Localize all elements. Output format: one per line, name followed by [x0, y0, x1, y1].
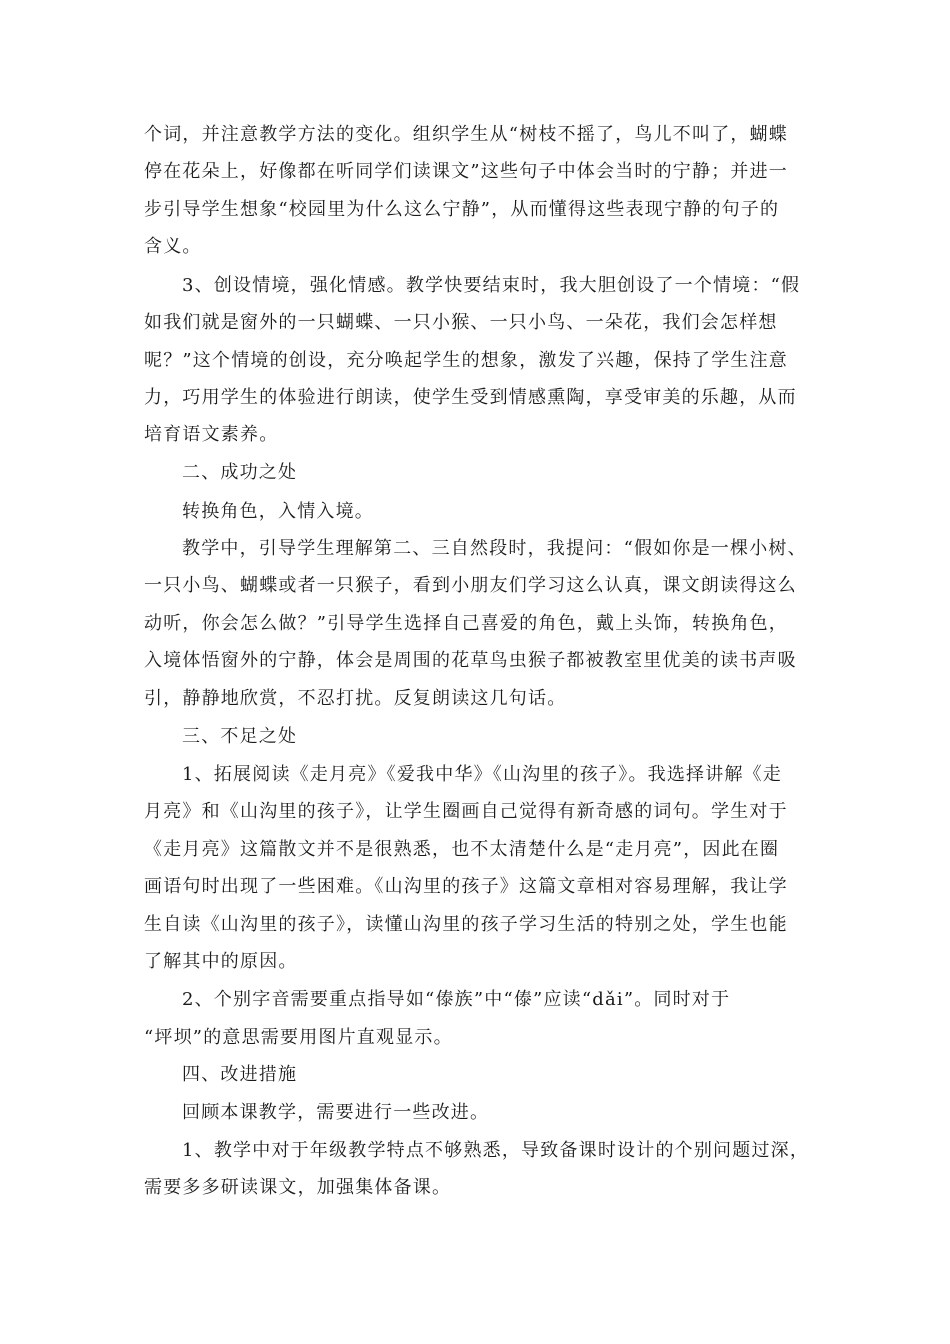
text-line: 1、拓展阅读《走月亮》《爱我中华》《山沟里的孩子》。我选择讲解《走: [182, 764, 783, 785]
text-line: 力，巧用学生的体验进行朗读，使学生受到情感熏陶，享受审美的乐趣，从而: [144, 387, 797, 408]
text-line: 月亮》和《山沟里的孩子》，让学生圈画自己觉得有新奇感的词句。学生对于: [144, 801, 788, 822]
text-line: 个词，并注意教学方法的变化。组织学生从“树枝不摇了，鸟儿不叫了，蝴蝶: [144, 124, 788, 145]
text-line: 转换角色，入情入境。: [182, 501, 374, 522]
text-line: 步引导学生想象“校园里为什么这么宁静”，从而懂得这些表现宁静的句子的: [144, 199, 780, 220]
section-heading: 三、不足之处: [182, 726, 298, 747]
text-line: 呢？”这个情境的创设，充分唤起学生的想象，激发了兴趣，保持了学生注意: [144, 350, 788, 371]
text-line: 3、创设情境，强化情感。教学快要结束时，我大胆创设了一个情境：“假: [182, 275, 801, 296]
section-heading: 四、改进措施: [182, 1064, 298, 1085]
text-line: 停在花朵上，好像都在听同学们读课文”这些句子中体会当时的宁静；并进一: [144, 161, 788, 182]
text-line: 1、教学中对于年级教学特点不够熟悉，导致备课时设计的个别问题过深，: [182, 1140, 810, 1161]
text-line: 入境体悟窗外的宁静，体会是周围的花草鸟虫猴子都被教室里优美的读书声吸: [144, 650, 797, 671]
text-line: 引，静静地欣赏，不忍打扰。反复朗读这几句话。: [144, 688, 567, 709]
section-heading: 二、成功之处: [182, 462, 298, 483]
text-line: 画语句时出现了一些困难。《山沟里的孩子》这篇文章相对容易理解，我让学: [144, 876, 788, 897]
text-line: 2、个别字音需要重点指导如“傣族”中“傣”应读“dǎi”。同时对于: [182, 989, 731, 1010]
text-line: “坪坝”的意思需要用图片直观显示。: [144, 1027, 453, 1048]
text-line: 教学中，引导学生理解第二、三自然段时，我提问：“假如你是一棵小树、: [182, 538, 807, 559]
text-line: 培育语文素养。: [144, 424, 279, 445]
text-line: 含义。: [144, 236, 202, 257]
text-line: 如我们就是窗外的一只蝴蝶、一只小猴、一只小鸟、一朵花，我们会怎样想: [144, 312, 778, 333]
text-line: 需要多多研读课文，加强集体备课。: [144, 1177, 452, 1198]
text-line: 生自读《山沟里的孩子》，读懂山沟里的孩子学习生活的特别之处，学生也能: [144, 914, 788, 935]
text-line: 了解其中的原因。: [144, 951, 298, 972]
text-line: 《走月亮》这篇散文并不是很熟悉，也不太清楚什么是“走月亮”，因此在圈: [144, 839, 780, 860]
text-line: 一只小鸟、蝴蝶或者一只猴子，看到小朋友们学习这么认真，课文朗读得这么: [144, 575, 797, 596]
text-line: 回顾本课教学，需要进行一些改进。: [182, 1102, 490, 1123]
text-line: 动听，你会怎么做？”引导学生选择自己喜爱的角色，戴上头饰，转换角色，: [144, 613, 788, 634]
